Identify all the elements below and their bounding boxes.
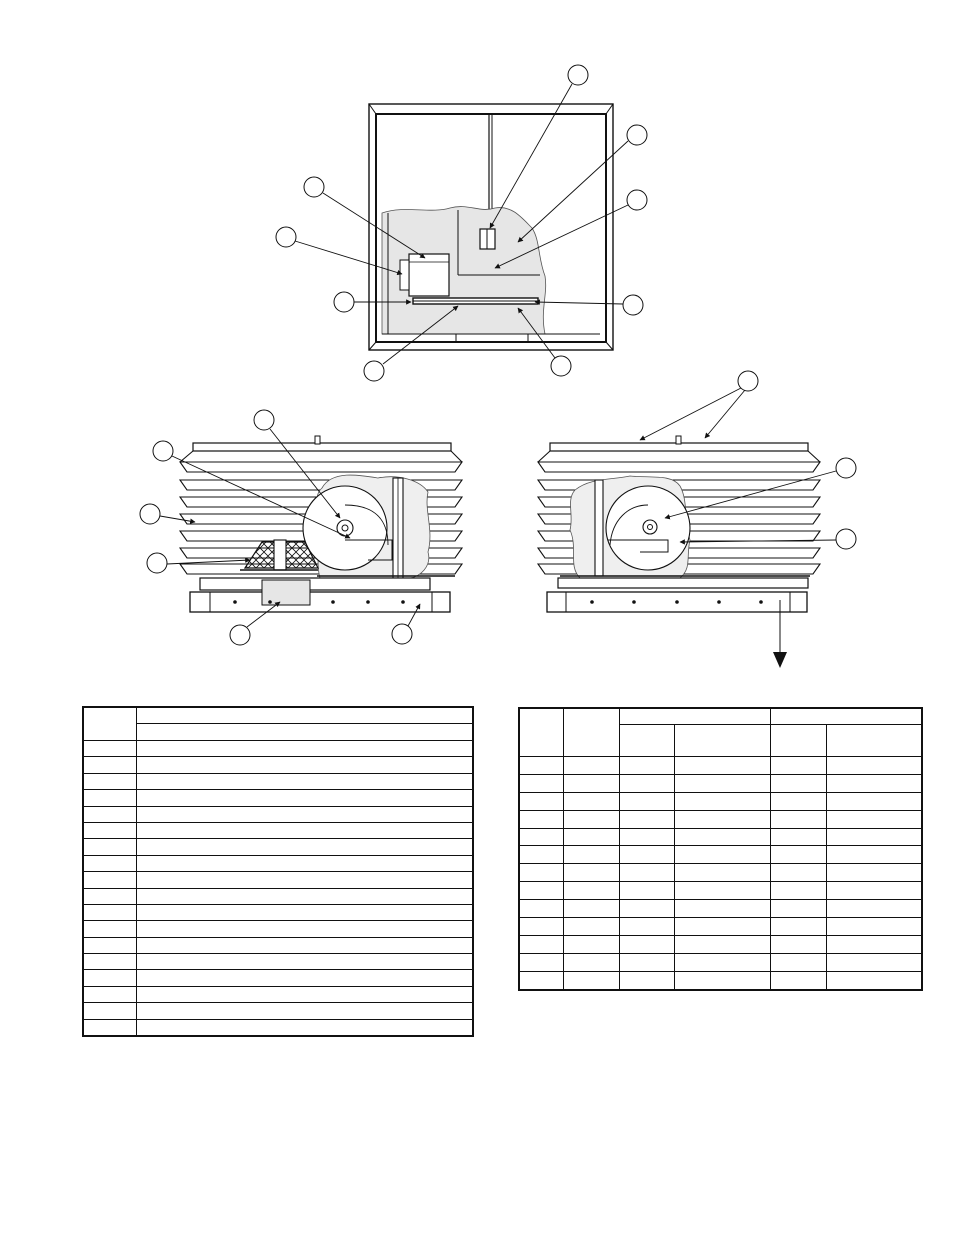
table-cell xyxy=(619,882,674,900)
table-row xyxy=(83,741,473,757)
table-cell xyxy=(826,900,922,918)
callout-bubble xyxy=(392,624,412,644)
table-cell xyxy=(136,790,473,806)
table-cell xyxy=(83,921,136,937)
spec-header-group xyxy=(770,708,922,725)
table-row xyxy=(83,855,473,871)
table-cell xyxy=(674,846,770,864)
spec-header-cell xyxy=(519,708,563,757)
table-row xyxy=(83,872,473,888)
table-cell xyxy=(136,954,473,970)
table-cell xyxy=(563,935,619,953)
table-cell xyxy=(674,792,770,810)
table-cell xyxy=(519,971,563,989)
table-cell xyxy=(83,822,136,838)
table-cell xyxy=(563,792,619,810)
table-cell xyxy=(136,855,473,871)
table-row xyxy=(519,953,922,971)
table-cell xyxy=(826,774,922,792)
table-cell xyxy=(674,935,770,953)
table-cell xyxy=(136,741,473,757)
table-cell xyxy=(563,900,619,918)
table-cell xyxy=(619,918,674,936)
table-cell xyxy=(619,900,674,918)
table-row xyxy=(83,970,473,986)
table-cell xyxy=(826,846,922,864)
table-cell xyxy=(674,774,770,792)
table-cell xyxy=(826,864,922,882)
table-cell xyxy=(826,953,922,971)
table-cell xyxy=(83,954,136,970)
callout-bubble xyxy=(334,292,354,312)
table-cell xyxy=(519,953,563,971)
table-row xyxy=(83,1019,473,1036)
table-cell xyxy=(826,882,922,900)
table-cell xyxy=(619,953,674,971)
callout-bubble xyxy=(140,504,160,524)
callout-bubble xyxy=(364,361,384,381)
top-view-motor xyxy=(409,254,449,296)
callout-bubble xyxy=(568,65,588,85)
callout-bubble xyxy=(230,625,250,645)
table-cell xyxy=(83,937,136,953)
table-cell xyxy=(136,822,473,838)
callout-bubble xyxy=(153,441,173,461)
table-cell xyxy=(83,757,136,773)
table-cell xyxy=(619,792,674,810)
table-cell xyxy=(83,1019,136,1036)
callout-bubble xyxy=(276,227,296,247)
table-cell xyxy=(83,888,136,904)
table-cell xyxy=(136,806,473,822)
table-cell xyxy=(136,1003,473,1019)
table-row xyxy=(83,904,473,920)
table-cell xyxy=(563,810,619,828)
table-cell xyxy=(619,935,674,953)
table-cell xyxy=(619,774,674,792)
table-cell xyxy=(563,882,619,900)
table-cell xyxy=(83,741,136,757)
table-cell xyxy=(619,971,674,989)
table-cell xyxy=(519,900,563,918)
spec-table-body xyxy=(519,757,922,990)
table-cell xyxy=(83,855,136,871)
table-cell xyxy=(83,790,136,806)
table-cell xyxy=(563,971,619,989)
table-cell xyxy=(770,864,826,882)
table-cell xyxy=(826,971,922,989)
table-cell xyxy=(770,882,826,900)
table-cell xyxy=(136,839,473,855)
table-row xyxy=(83,954,473,970)
table-cell xyxy=(770,953,826,971)
table-cell xyxy=(770,935,826,953)
spec-table xyxy=(518,707,923,991)
callout-bubble xyxy=(836,529,856,549)
table-cell xyxy=(83,806,136,822)
table-cell xyxy=(136,773,473,789)
table-cell xyxy=(83,872,136,888)
table-cell xyxy=(519,757,563,775)
table-cell xyxy=(563,953,619,971)
table-cell xyxy=(83,1003,136,1019)
table-cell xyxy=(519,846,563,864)
table-cell xyxy=(519,918,563,936)
table-cell xyxy=(83,839,136,855)
table-row xyxy=(519,774,922,792)
table-row xyxy=(519,864,922,882)
table-cell xyxy=(83,970,136,986)
table-cell xyxy=(826,828,922,846)
side-view-right xyxy=(538,436,820,612)
table-cell xyxy=(674,882,770,900)
table-cell xyxy=(770,900,826,918)
parts-header-description xyxy=(136,707,473,724)
table-row xyxy=(83,888,473,904)
table-row xyxy=(83,757,473,773)
table-row xyxy=(519,882,922,900)
table-cell xyxy=(136,937,473,953)
table-row xyxy=(83,822,473,838)
table-cell xyxy=(674,810,770,828)
table-cell xyxy=(619,846,674,864)
table-cell xyxy=(519,774,563,792)
table-row xyxy=(83,1003,473,1019)
table-cell xyxy=(674,953,770,971)
table-cell xyxy=(674,828,770,846)
table-row xyxy=(519,846,922,864)
table-cell xyxy=(826,918,922,936)
table-cell xyxy=(519,882,563,900)
table-row xyxy=(519,757,922,775)
table-cell xyxy=(519,935,563,953)
table-cell xyxy=(770,971,826,989)
table-cell xyxy=(519,828,563,846)
table-row xyxy=(83,806,473,822)
spec-header-cell xyxy=(674,725,770,757)
table-cell xyxy=(674,918,770,936)
callout-bubble xyxy=(623,295,643,315)
table-cell xyxy=(136,986,473,1002)
table-cell xyxy=(770,846,826,864)
parts-table xyxy=(82,706,474,1037)
table-row xyxy=(83,986,473,1002)
table-row xyxy=(519,971,922,989)
spec-header-cell xyxy=(770,725,826,757)
table-cell xyxy=(519,864,563,882)
table-row xyxy=(519,918,922,936)
table-cell xyxy=(826,792,922,810)
table-cell xyxy=(136,872,473,888)
table-cell xyxy=(826,757,922,775)
callout-bubble xyxy=(254,410,274,430)
callout-bubble xyxy=(147,553,167,573)
table-cell xyxy=(674,757,770,775)
table-cell xyxy=(770,828,826,846)
table-cell xyxy=(519,792,563,810)
table-row xyxy=(83,773,473,789)
table-cell xyxy=(136,921,473,937)
table-cell xyxy=(136,1019,473,1036)
callout-bubble xyxy=(627,125,647,145)
spec-header-group xyxy=(619,708,770,725)
table-cell xyxy=(83,986,136,1002)
table-cell xyxy=(136,888,473,904)
table-row xyxy=(519,828,922,846)
table-cell xyxy=(619,757,674,775)
table-cell xyxy=(619,828,674,846)
table-row xyxy=(83,937,473,953)
table-cell xyxy=(563,828,619,846)
table-cell xyxy=(563,846,619,864)
table-cell xyxy=(563,757,619,775)
table-cell xyxy=(674,971,770,989)
curb-base xyxy=(190,592,450,612)
table-cell xyxy=(770,792,826,810)
table-cell xyxy=(563,918,619,936)
table-cell xyxy=(826,935,922,953)
table-cell xyxy=(770,757,826,775)
table-cell xyxy=(563,774,619,792)
spec-header-cell xyxy=(826,725,922,757)
parts-header-blank xyxy=(136,724,473,741)
table-row xyxy=(519,810,922,828)
table-cell xyxy=(136,904,473,920)
table-row xyxy=(519,900,922,918)
airflow-arrow-head xyxy=(773,652,787,668)
table-cell xyxy=(770,774,826,792)
callout-bubble xyxy=(304,177,324,197)
callout-bubble xyxy=(836,458,856,478)
table-cell xyxy=(136,757,473,773)
callout-bubble xyxy=(627,190,647,210)
table-cell xyxy=(619,864,674,882)
table-row xyxy=(83,839,473,855)
table-row xyxy=(519,935,922,953)
table-row xyxy=(519,792,922,810)
side-view-left xyxy=(180,436,462,612)
table-cell xyxy=(563,864,619,882)
table-cell xyxy=(519,810,563,828)
table-cell xyxy=(619,810,674,828)
spec-header-cell xyxy=(563,708,619,757)
table-cell xyxy=(674,864,770,882)
table-cell xyxy=(136,970,473,986)
parts-header-item xyxy=(83,707,136,741)
table-cell xyxy=(770,918,826,936)
table-cell xyxy=(826,810,922,828)
table-cell xyxy=(83,773,136,789)
table-cell xyxy=(83,904,136,920)
table-row xyxy=(83,921,473,937)
table-cell xyxy=(674,900,770,918)
callout-bubble xyxy=(551,356,571,376)
spec-header-cell xyxy=(619,725,674,757)
table-cell xyxy=(770,810,826,828)
table-row xyxy=(83,790,473,806)
